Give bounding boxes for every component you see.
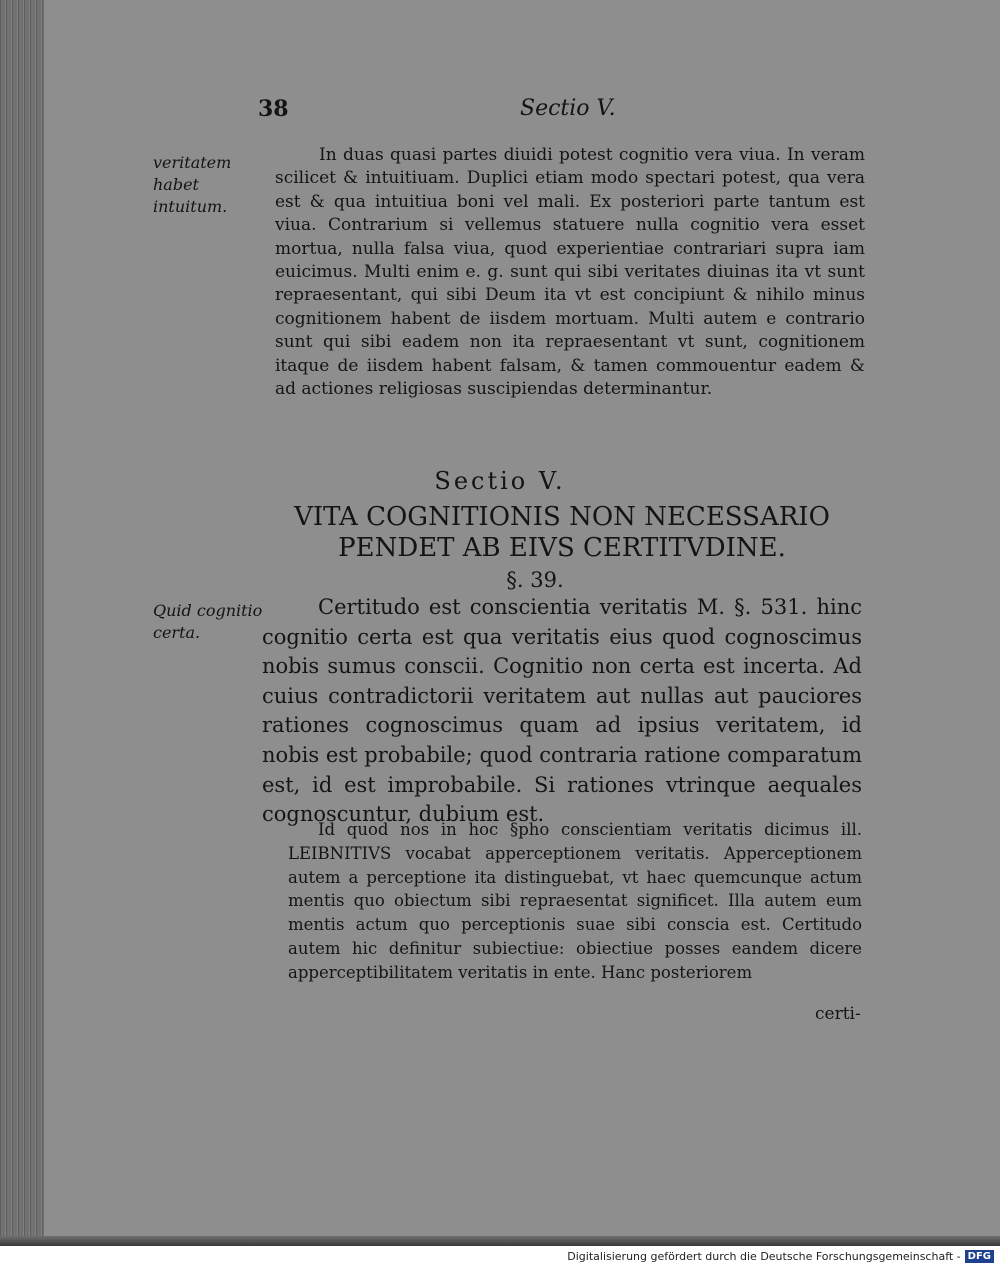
section-heading: VITA COGNITIONIS NON NECESSARIO PENDET AB EIVS CERTITVDINE. [294,502,830,563]
footer-text: Digitalisierung gefördert durch die Deutsche Forschungsgemeinschaft - [567,1249,961,1263]
running-head-title: Sectio V. [520,96,616,121]
dfg-logo: DFG [965,1250,994,1263]
book-spine [0,0,44,1246]
catchword: certi- [815,1004,861,1024]
margin-note-veritatem: veritatem habet intuitum. [153,153,232,216]
paragraph-number: §. 39. [506,568,564,592]
digitization-footer [0,1246,1000,1266]
paragraph-definition: Certitudo est conscientia veritatis M. §. 531. hinc cognitio certa est qua veritatis eius quod cognoscimus nobis sumus conscii. Cognitio non certa est incerta. Ad cuius contradictorii veritatem aut nullas aut pauciores rationes cognoscimus quam ad ipsius veritatem, id nobis est probabile; quod contraria ratione comparatum est, id est improbabile. Si rationes vtrinque aequales cognoscuntur, dubium est. [262,595,862,827]
paragraph-commentary: Id quod nos in hoc §pho conscientiam veritatis dicimus ill. LEIBNITIVS vocabat apperceptionem veritatis. Apperceptionem autem a perceptione ita distinguebat, vt haec quemcunque actum mentis quo obiectum sibi repraesentat significet. Illa autem eum mentis actum quo perceptionis suae sibi conscia est. Certitudo autem hic definitur subiectiue: obiectiue posses eandem dicere apperceptibilitatem veritatis in ente. Hanc posteriorem [288,820,862,982]
paragraph-intro: In duas quasi partes diuidi potest cognitio vera viua. In veram scilicet & intuitiuam. Duplici etiam modo spectari potest, qua vera est & qua intuitiua boni vel mali. Ex posteriori parte tantum est viua. Contrarium si vellemus statuere nulla cognitio vera esset mortua, nulla falsa viua, quod experientiae contrariari supra iam euicimus. Multi enim e. g. sunt qui sibi veritates diuinas ita vt sunt repraesentant, qui sibi Deum ita vt est concipiunt & nihilo minus cognitionem habent de iisdem mortuam. Multi autem e contrario sunt qui sibi eadem non ita repraesentant vt sunt, cognitionem itaque de iisdem habent falsam, & tamen commouentur eadem & ad actiones religiosas suscipiendas determinantur. [275,145,865,400]
page-bottom-edge [0,1236,1000,1246]
section-label: Sectio V. [434,467,566,495]
running-head [0,96,1000,136]
margin-note-quid-cognitio: Quid cognitio certa. [153,601,263,642]
page-number: 38 [258,96,289,122]
